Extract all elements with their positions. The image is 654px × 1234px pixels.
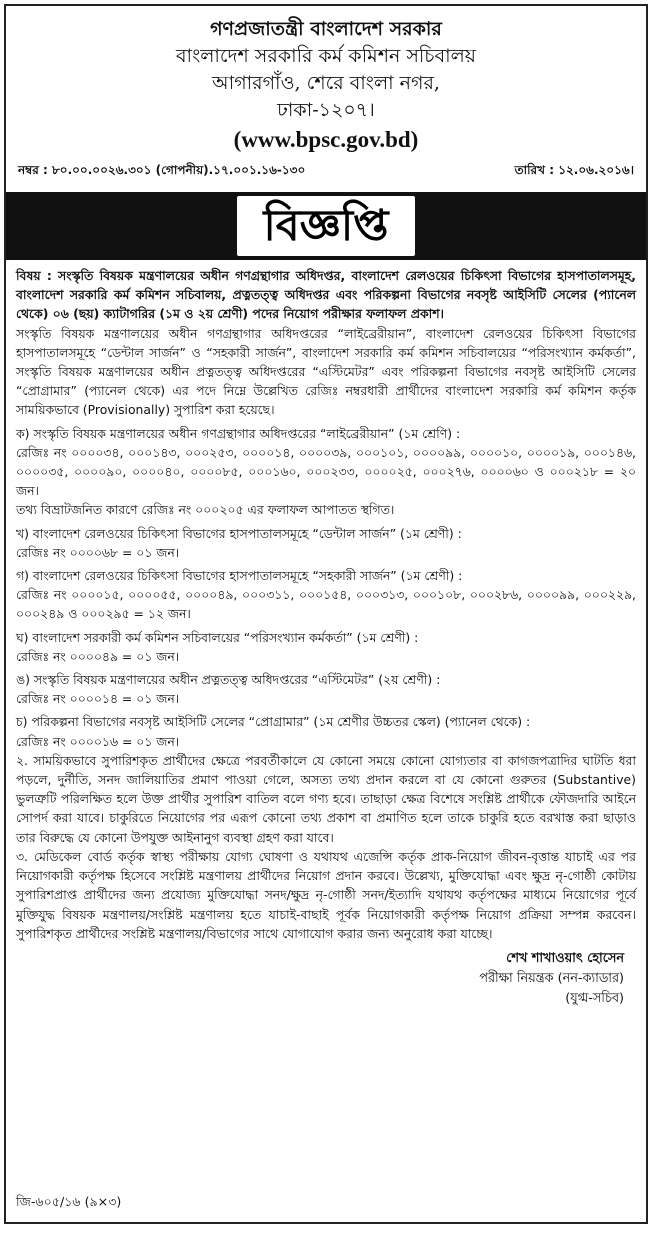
reg-list: রেজিঃ নং ০০০০৩৪, ০০০১৪৩, ০০০২৫৩, ০০০০১৪, ০০০০৩৯, ০০০১০১, ০০০০৯৯, ০০০০১০, ০০০০১৯, ০০০১৪৬, ০০০০৩৫, ০০০০৯০, ০০০০৪০, ০০০০৮৫, ০০০১৬০, ০০০২৩৩, ০০০০২৫, ০০০২৭৬, ০০০০৬০ ও ০০০২১৮ = ২০ জন। [16,444,636,499]
letterhead [6,6,646,156]
reg-list: রেজিঃ নং ০০০০৬৮ = ০১ জন। [16,544,180,560]
section-heading: ক) সংস্কৃতি বিষয়ক মন্ত্রণালয়ের অধীন গণগ্রন্থাগার অধিদপ্তরের “লাইব্রেরীয়ান” (১ম শ্রেণি) : [16,425,461,441]
section-heading: ঘ) বাংলাদেশ সরকারী কর্ম কমিশন সচিবালয়ের “পরিসংখ্যান কর্মকর্তা” (১ম শ্রেণী) : [16,629,419,645]
memo-number: নম্বর : ৮০.০০.০০২৬.৩০১ (গোপনীয়).১৭.০০১.১৬-১৩০ [18,163,306,177]
section-note: তথ্য বিভ্রাটজনিত কারণে রেজিঃ নং ০০০২০৫ এর ফলাফল আপাতত স্থগিত। [16,502,395,518]
section-cha [16,712,636,750]
city-line: ঢাকা-১২০৭। [277,99,375,121]
section-uma [16,670,636,708]
govt-title: গণপ্রজাতন্ত্রী বাংলাদেশ সরকার [210,18,442,40]
print-code: জি-৬০৫/১৬ (৯×৩) [16,1194,122,1209]
reg-list: রেজিঃ নং ০০০০১৫, ০০০০৫৫, ০০০০৪৯, ০০০৩১১, ০০০১৫৪, ০০০৩১৩, ০০০১০৮, ০০০২৮৬, ০০০০৯৯, ০০০২২৯, ০০০২৪৯ ও ০০০২৯৫ = ১২ জন। [16,587,636,622]
website-link[interactable]: (www.bpsc.gov.bd) [233,127,419,152]
paragraph-2: ২. সাময়িকভাবে সুপারিশকৃত প্রার্থীদের ক্ষেত্রে পরবর্তীকালে যে কোনো সময়ে কোনো যোগ্যতার বা কাগজপত্রাদির ঘাটতি ধরা পড়লে, দুর্নীতি, সনদ জালিয়াতির প্রমাণ পাওয়া গেলে, অসত্য তথ্য প্রদান করলে বা যে কোনো গুরুতর (Substantive) ভুলত্রুটি পরিলক্ষিত হলে উক্ত প্রার্থীর সুপারিশ বাতিল বলে গণ্য হবে। তাছাড়া ক্ষেত্র বিশেষে সংশ্লিষ্ট প্রার্থীকে ফৌজদারি আইনে সোপর্দ করা যাবে। চাকুরিতে নিয়োগের পর এরূপ কোনো তথ্য প্রকাশ বা প্রমাণিত হলে তাকে চাকুরি হতে বরখাস্ত করা ছাড়াও তার বিরুদ্ধে যে কোনো উপযুক্ত আইনানুগ ব্যবস্থা গ্রহণ করা যাবে। [16,752,636,845]
section-heading: চ) পরিকল্পনা বিভাগের নবসৃষ্ট আইসিটি সেলের “প্রোগ্রামার” (১ম শ্রেণীর উচ্চতর স্কেল) (প্যানেল থেকে) : [16,714,531,730]
section-gha [16,628,636,666]
notice-body [6,260,646,943]
subject-text: বিষয় : সংস্কৃতি বিষয়ক মন্ত্রণালয়ের অধীন গণগ্রন্থাগার অধিদপ্তর, বাংলাদেশ রেলওয়ের চিকিৎসা বিভাগের হাসপাতালসমূহ, বাংলাদেশ সরকারি কর্ম কমিশন সচিবালয়, প্রত্নতত্ত্ব অধিদপ্তর এবং পরিকল্পনা বিভাগের নবসৃষ্ট আইসিটি সেলের (প্যানেল থেকে) ০৬ (ছয়) ক্যাটাগরির (১ম ও ২য় শ্রেণী) পদের নিয়োগ পরীক্ষার ফলাফল প্রকাশ। [16,268,636,322]
memo-line [6,156,646,182]
notice-banner [6,192,646,260]
section-ga [16,566,636,624]
office-name: বাংলাদেশ সরকারি কর্ম কমিশন সচিবালয় [175,45,476,67]
reg-list: রেজিঃ নং ০০০০১৪ = ০১ জন। [16,691,180,707]
section-heading: ঙ) সংস্কৃতি বিষয়ক মন্ত্রণালয়ের অধীন প্রত্নতত্ত্ব অধিদপ্তরের “এস্টিমেটর” (২য় শ্রেণী) : [16,672,441,688]
signatory-rank: (যুগ্ম-সচিব) [565,990,624,1006]
signatory-title: পরীক্ষা নিয়ন্ত্রক (নন-ক্যাডার) [479,970,624,986]
signature-block [6,949,646,1009]
notice-document [4,4,648,1224]
banner-title: বিজ্ঞপ্তি [237,196,414,256]
reg-list: রেজিঃ নং ০০০০৪৯ = ০১ জন। [16,648,180,664]
section-ka [16,424,636,520]
paragraph-3: ৩. মেডিকেল বোর্ড কর্তৃক স্বাস্থ্য পরীক্ষায় যোগ্য ঘোষণা ও যথাযথ এজেন্সি কর্তৃক প্রাক-নিয়োগ জীবন-বৃত্তান্ত যাচাই এর পর নিয়োগকারী কর্তৃপক্ষ হিসেবে সংশ্লিষ্ট মন্ত্রণালয় প্রার্থীদের নিয়োগ প্রদান করবে। উল্লেখ্য, মুক্তিযোদ্ধা এবং ক্ষুদ্র নৃ-গোষ্ঠী কোটায় সুপারিশপ্রাপ্ত প্রার্থীদের জন্য প্রযোজ্য মুক্তিযোদ্ধা সনদ/ক্ষুদ্র নৃ-গোষ্ঠী সনদ/ইত্যাদি যথাযথ কর্তৃপক্ষের মাধ্যমে নিয়োগের পূর্বে মুক্তিযুদ্ধ বিষয়ক মন্ত্রণালয়/সংশ্লিষ্ট মন্ত্রণালয় হতে যাচাই-বাছাই পূর্বক নিয়োগকারী কর্তৃপক্ষ নিয়োগ প্রক্রিয়া সম্পন্ন করবেন। সুপারিশকৃত প্রার্থীদের সংশ্লিষ্ট মন্ত্রণালয়/বিভাগের সাথে যোগাযোগ করার জন্য অনুরোধ করা যাচ্ছে। [16,848,636,941]
intro-paragraph: সংস্কৃতি বিষয়ক মন্ত্রণালয়ের অধীন গণগ্রন্থাগার অধিদপ্তরের “লাইব্রেরীয়ান”, বাংলাদেশ রেলওয়ের চিকিৎসা বিভাগের হাসপাতালসমূহে “ডেন্টাল সার্জন” ও “সহকারী সার্জন”, বাংলাদেশ সরকারি কর্ম কমিশন সচিবালয়ের “পরিসংখ্যান কর্মকর্তা”, সংস্কৃতি বিষয়ক মন্ত্রণালয়ের অধীন প্রত্নতত্ত্ব অধিদপ্তরের “এস্টিমেটর” এবং পরিকল্পনা বিভাগের নবসৃষ্ট আইসিটি সেলের “প্রোগ্রামার” (প্যানেল থেকে) এর পদে নিম্নে উল্লেখিত রেজিঃ নম্বরধারী প্রার্থীদের বাংলাদেশ সরকারি কর্ম কমিশন কর্তৃক সাময়িকভাবে (Provisionally) সুপারিশ করা হয়েছে। [16,325,636,418]
memo-date: তারিখ : ১২.০৬.২০১৬। [514,163,634,177]
reg-list: রেজিঃ নং ০০০০১৬ = ০১ জন। [16,733,180,749]
section-heading: গ) বাংলাদেশ রেলওয়ের চিকিৎসা বিভাগের হাসপাতালসমূহে “সহকারী সার্জন” (১ম শ্রেণী) : [16,568,463,584]
address-line: আগারগাঁও, শেরে বাংলা নগর, [212,72,440,94]
signatory-name: শেখ শাখাওয়াৎ হোসেন [506,950,624,966]
section-heading: খ) বাংলাদেশ রেলওয়ের চিকিৎসা বিভাগের হাসপাতালসমূহে “ডেন্টাল সার্জন” (১ম শ্রেণী) : [16,525,462,541]
section-kha [16,524,636,562]
